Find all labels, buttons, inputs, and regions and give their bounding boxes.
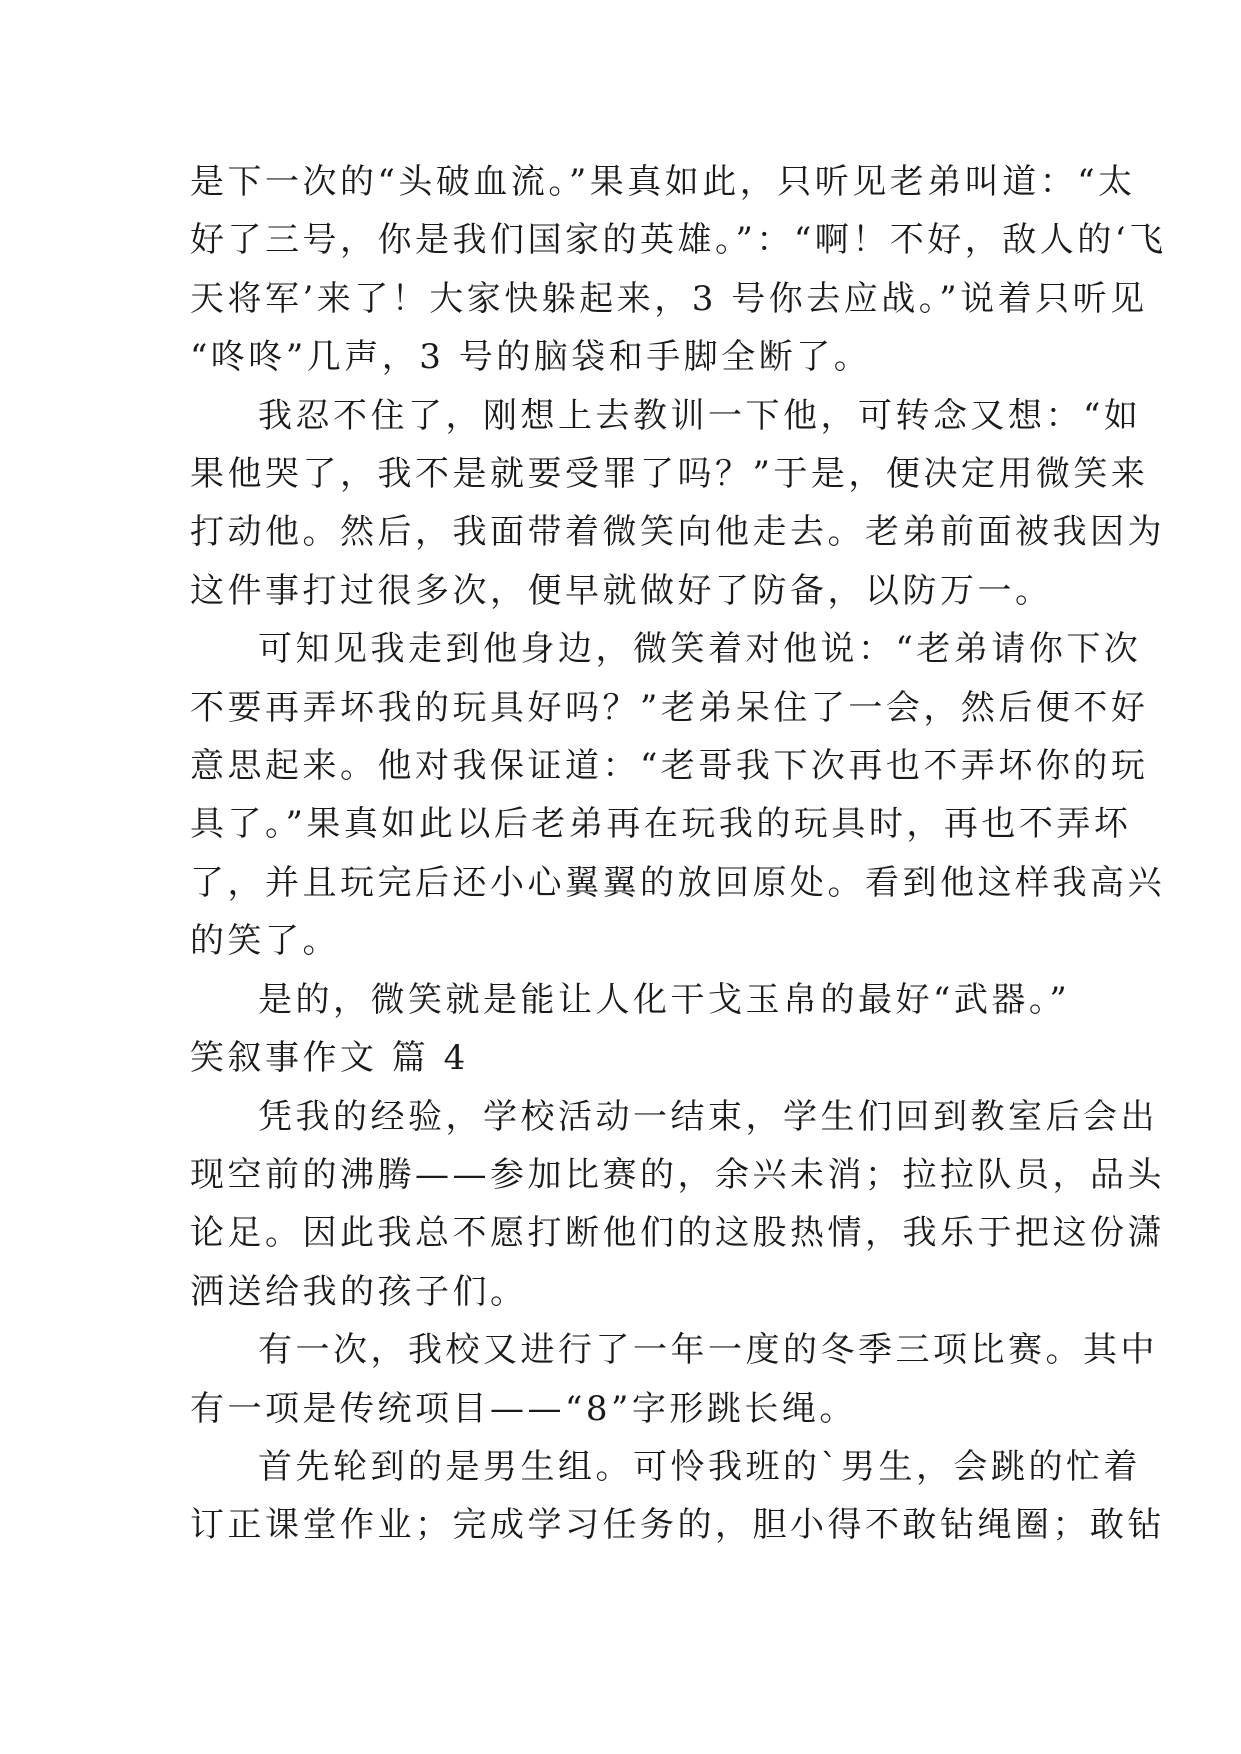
text-line: 论足。因此我总不愿打断他们的这股热情，我乐于把这份潇 [190,1213,1165,1254]
text-line: 具了。”果真如此以后老弟再在玩我的玩具时，再也不弄坏 [190,804,1132,845]
text-line: 果他哭了，我不是就要受罪了吗？”于是，便决定用微笑来 [190,454,1149,495]
text-line: 打动他。然后，我面带着微笑向他走去。老弟前面被我因为 [190,512,1165,553]
text-line: 可知见我走到他身边，微笑着对他说：“老弟请你下次 [258,629,1142,670]
text-line: 首先轮到的是男生组。可怜我班的`男生，会跳的忙着 [258,1446,1141,1487]
text-line: 洒送给我的孩子们。 [190,1271,528,1312]
text-line: 好了三号，你是我们国家的英雄。”：“啊！不好，敌人的‘飞 [190,220,1167,261]
text-line: 凭我的经验，学校活动一结束，学生们回到教室后会出 [258,1096,1158,1137]
text-line: 是的，微笑就是能让人化干戈玉帛的最好“武器。” [258,979,1071,1020]
text-line: 订正课堂作业；完成学习任务的，胆小得不敢钻绳圈；敢钻 [190,1505,1165,1546]
text-line: 有一次，我校又进行了一年一度的冬季三项比赛。其中 [258,1330,1158,1371]
text-line: 我忍不住了，刚想上去教训一下他，可转念又想：“如 [258,395,1142,436]
section-heading [190,1029,1070,1087]
text-line: 这件事打过很多次，便早就做好了防备，以防万一。 [190,570,1053,611]
text-line: 不要再弄坏我的玩具好吗？”老弟呆住了一会，然后便不好 [190,687,1149,728]
text-line: 了，并且玩完后还小心翼翼的放回原处。看到他这样我高兴 [190,862,1165,903]
text-line: 天将军’来了！大家快躲起来，3 号你去应战。”说着只听见 [190,278,1148,319]
text-line: 有一项是传统项目——“8”字形跳长绳。 [190,1388,857,1429]
paragraph [190,387,1165,621]
paragraph [190,1438,1165,1555]
text-line: 的笑了。 [190,921,340,962]
text-line: 意思起来。他对我保证道：“老哥我下次再也不弄坏你的玩 [190,746,1149,787]
text-line: “咚咚”几声，3 号的脑袋和手脚全断了。 [190,337,872,378]
document-body [190,153,1167,1555]
paragraph [190,620,1165,970]
paragraph [190,971,1070,1029]
text-line: 现空前的沸腾——参加比赛的，余兴未消；拉拉队员，品头 [190,1154,1165,1195]
text-line: 笑叙事作文 篇 4 [190,1038,469,1079]
text-line: 是下一次的“头破血流。”果真如此，只听见老弟叫道：“太 [190,162,1136,202]
paragraph [190,1088,1165,1322]
paragraph [190,1321,1158,1438]
paragraph [190,153,1167,387]
